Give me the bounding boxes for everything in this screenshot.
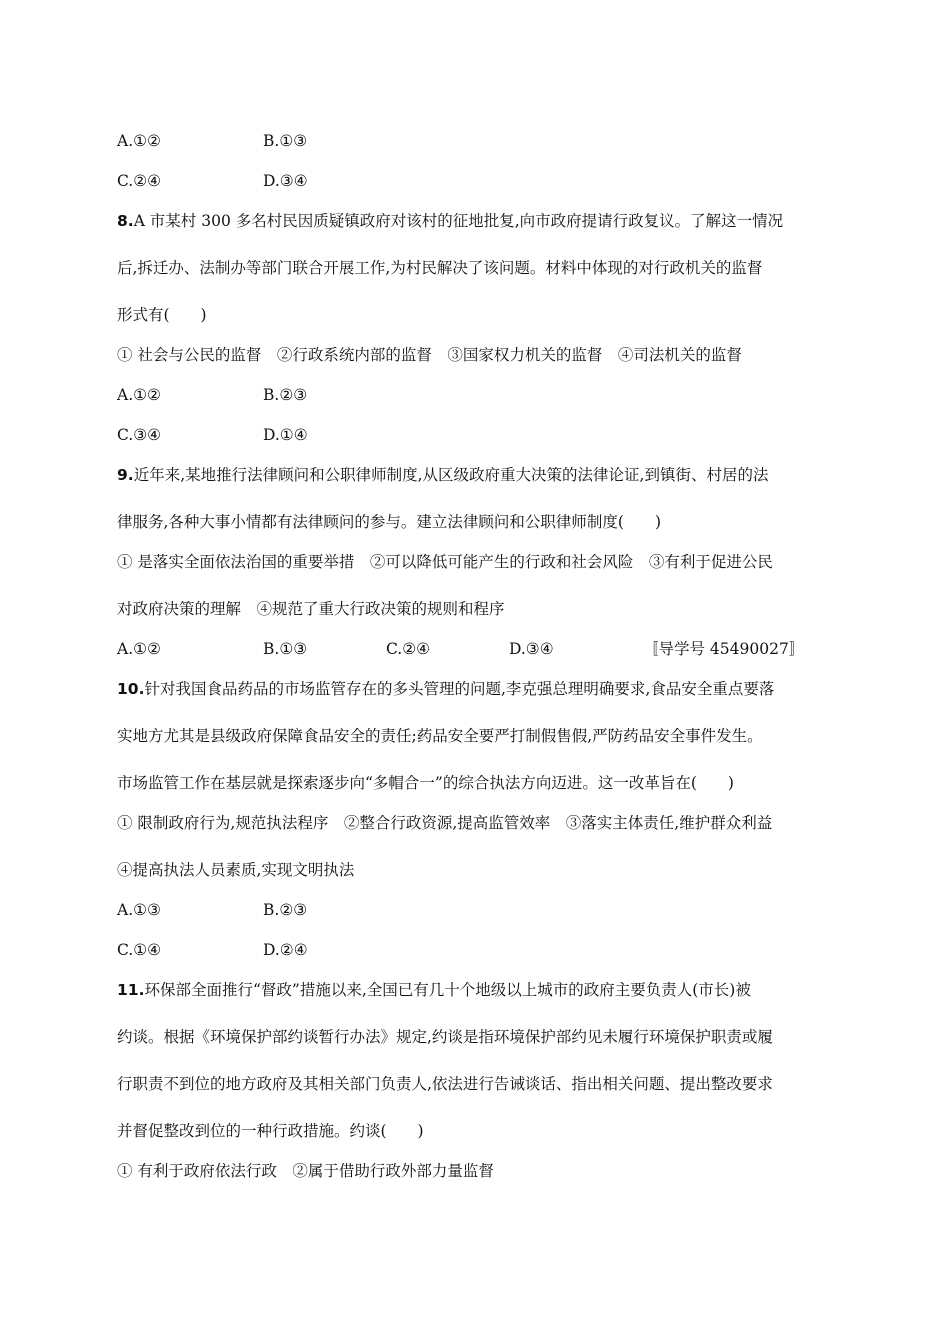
- q8-stem-line-1: [117, 211, 783, 231]
- q9-items-line-1: ① 是落实全面依法治国的重要举措 ②可以降低可能产生的行政和社会风险 ③有利于促进公民: [117, 553, 773, 571]
- q11-stem-line-4: 并督促整改到位的一种行政措施。约谈( ): [117, 1122, 424, 1140]
- q9-option-c: C.②④: [386, 640, 431, 658]
- q8-items: ① 社会与公民的监督 ②行政系统内部的监督 ③国家权力机关的监督 ④司法机关的监督: [117, 346, 742, 364]
- prev-option-b: B.①③: [263, 132, 308, 150]
- q9-text-1: 近年来,某地推行法律顾问和公职律师制度,从区级政府重大决策的法律论证,到镇街、村居的法: [133, 466, 769, 484]
- q8-option-b: B.②③: [263, 386, 308, 404]
- q8-stem-line-3: 形式有( ): [117, 306, 207, 324]
- q10-items-line-2: ④提高执法人员素质,实现文明执法: [117, 861, 355, 879]
- q10-option-b: B.②③: [263, 901, 308, 919]
- q10-stem-line-3: 市场监管工作在基层就是探索逐步向“多帽合一”的综合执法方向迈进。这一改革旨在( ): [117, 774, 734, 792]
- prev-option-a: A.①②: [117, 132, 161, 150]
- q11-stem-line-3: 行职责不到位的地方政府及其相关部门负责人,依法进行告诫谈话、指出相关问题、提出整改要求: [117, 1075, 773, 1093]
- q8-option-d: D.①④: [263, 426, 308, 444]
- q10-stem-line-1: [117, 679, 774, 699]
- prev-option-d: D.③④: [263, 172, 308, 190]
- q9-reference-number: 〚导学号 45490027〛: [643, 640, 805, 658]
- q9-stem-line-1: [117, 465, 768, 485]
- q10-option-d: D.②④: [263, 941, 308, 959]
- q11-number: 11.: [117, 981, 145, 999]
- q8-option-c: C.③④: [117, 426, 162, 444]
- q8-option-a: A.①②: [117, 386, 161, 404]
- q8-text-1: A 市某村 300 多名村民因质疑镇政府对该村的征地批复,向市政府提请行政复议。了解这一情况: [133, 212, 784, 230]
- prev-option-c: C.②④: [117, 172, 162, 190]
- q11-text-1: 环保部全面推行“督政”措施以来,全国已有几十个地级以上城市的政府主要负责人(市长)被: [144, 981, 751, 999]
- q9-option-b: B.①③: [263, 640, 308, 658]
- q9-option-d: D.③④: [509, 640, 554, 658]
- q8-number: 8.: [117, 212, 134, 230]
- q10-number: 10.: [117, 680, 145, 698]
- q10-option-c: C.①④: [117, 941, 162, 959]
- q10-option-a: A.①③: [117, 901, 161, 919]
- q11-stem-line-1: [117, 980, 751, 1000]
- q9-option-a: A.①②: [117, 640, 161, 658]
- q8-stem-line-2: 后,拆迁办、法制办等部门联合开展工作,为村民解决了该问题。材料中体现的对行政机关的监督: [117, 259, 763, 277]
- q10-text-1: 针对我国食品药品的市场监管存在的多头管理的问题,李克强总理明确要求,食品安全重点要落: [144, 680, 775, 698]
- q9-number: 9.: [117, 466, 134, 484]
- q11-items: ① 有利于政府依法行政 ②属于借助行政外部力量监督: [117, 1162, 494, 1180]
- q10-items-line-1: ① 限制政府行为,规范执法程序 ②整合行政资源,提高监管效率 ③落实主体责任,维护群众利益: [117, 814, 773, 832]
- q9-stem-line-2: 律服务,各种大事小情都有法律顾问的参与。建立法律顾问和公职律师制度( ): [117, 513, 662, 531]
- q10-stem-line-2: 实地方尤其是县级政府保障食品安全的责任;药品安全要严打制假售假,严防药品安全事件发生。: [117, 727, 763, 745]
- q9-items-line-2: 对政府决策的理解 ④规范了重大行政决策的规则和程序: [117, 600, 505, 618]
- q11-stem-line-2: 约谈。根据《环境保护部约谈暂行办法》规定,约谈是指环境保护部约见未履行环境保护职责或履: [117, 1028, 773, 1046]
